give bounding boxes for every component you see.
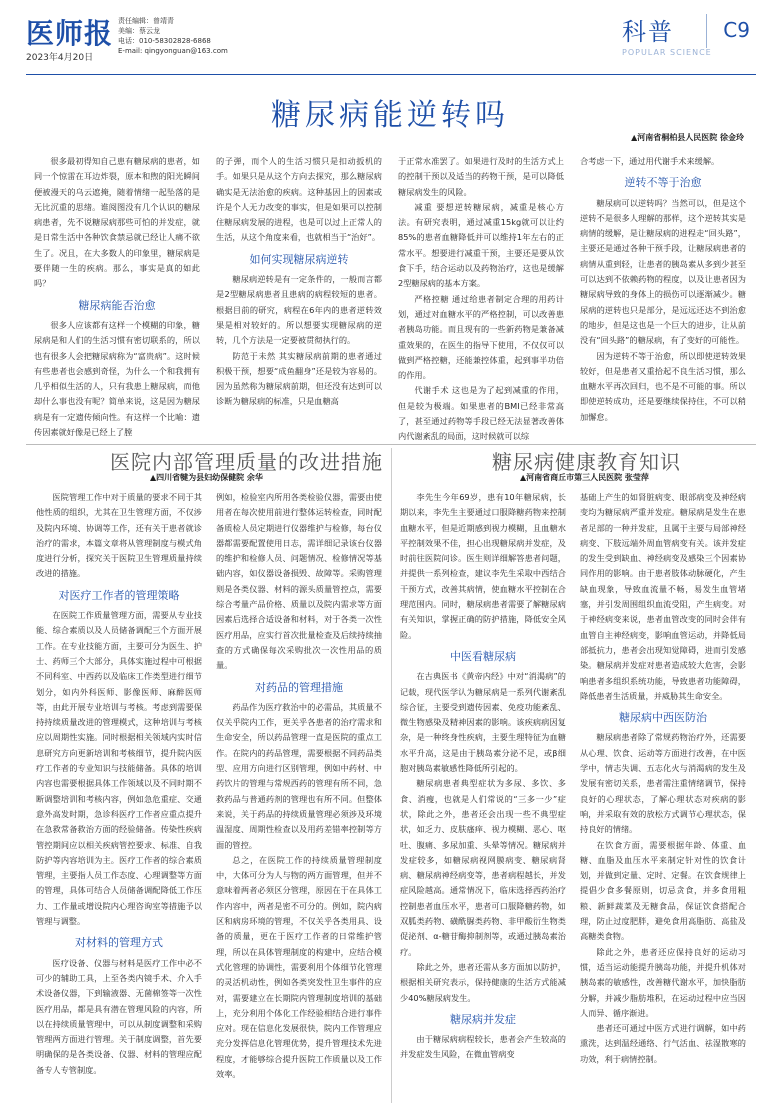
paragraph: 除此之外，患者还应保持良好的运动习惯，适当运动能提升胰岛功能，并提升机体对胰岛素的敏感性，改善糖代谢水平，加快脂肪分解，并减少脂肪堆积，在运动过程中应当因人而异、循序渐进。 — [580, 946, 746, 1018]
article2-column-2 — [216, 490, 382, 1100]
article1-byline: ▲河南省桐柏县人民医院 徐金玲 — [631, 133, 744, 142]
paragraph: 医疗设备、仪器与材料是医疗工作中必不可少的辅助工具，上至各类内镜手术、介入手术设备仪器，下到输液器、无菌棉签等一次性医疗用品，都是具有潜在管理风险的内容，所以在持续质量管理中，可以从制度调整和采购管理两方面进行管理。关于制度调整，首先要明确保的是各类设备、仪器、材料的管理应配备专人专管制度。 — [36, 957, 202, 1075]
editor-line: 责任编辑：曾靖青 — [118, 17, 174, 25]
article1-title: 糖尿病能逆转吗 — [271, 98, 509, 133]
subheading: 糖尿病中西医防治 — [619, 711, 707, 725]
paragraph: 减重 要想逆转糖尿病，减重是核心方法。有研究表明，通过减重15kg就可以让约85%的患者血糖降低并可以维持1年左右的正常水平。想要进行减重干预，主要还是要从饮食下手，结合运动以及药物治疗，这也是缓解2型糖尿病的基本方案。 — [398, 201, 564, 289]
paragraph: 的子弹，而个人的生活习惯只是扣动扳机的手。如果只是从这个方向去探究，那么糖尿病确实是无法治愈的疾病。这种基因上的因素或许是个人无力改变的事实，但是如果可以控制住糖尿病发展的进程，也是可以过上正常人的生活，从这个角度来看，也就相当于“治好”。 — [216, 156, 382, 243]
article3-title: 糖尿病健康教育知识 — [492, 450, 681, 474]
subheading: 对药品的管理措施 — [255, 680, 343, 694]
paragraph: 除此之外，患者还需从多方面加以防护，根据相关研究表示，保持健康的生活方式能减少40%糖尿病发生。 — [400, 961, 566, 1003]
designer-line: 美编：蔡云龙 — [118, 27, 160, 35]
article1-column-2 — [216, 154, 382, 452]
paragraph: 由于糖尿病病程较长，患者会产生较高的并发症发生风险，在微血管病变 — [400, 1034, 566, 1060]
subheading: 中医看糖尿病 — [450, 649, 516, 663]
article1-column-3 — [398, 154, 564, 452]
article1-column-1 — [34, 154, 200, 452]
editor-info — [118, 16, 228, 56]
issue-date: 2023年4月20日 — [26, 53, 94, 63]
page-number: C9 — [706, 14, 750, 48]
paragraph: 糖尿病逆转是有一定条件的，一般而言都是2型糖尿病患者且患病的病程较短的患者。根据目前的研究，病程在6年内的患者逆转效果是相对较好的。所以想要实现糖尿病的逆转，几个方法是一定要被贯彻执行的。 — [216, 274, 382, 346]
article2-byline: ▲四川省犍为县妇幼保健院 余华 — [150, 473, 263, 482]
paragraph: 很多人应该都有这样一个模糊的印象，糖尿病是和人们的生活习惯有密切联系的，所以也有很多人会把糖尿病称为“富贵病”。这时候有些患者也会感到奇怪，为什么一个和我拥有几乎相似生活的人，只有我患上糖尿病，而他却什么事也没有呢？简单来说，这是因为糖尿病是有一定遗传倾向性。有这样一个比喻：遗传因素就好像是已经上了膛 — [34, 319, 200, 438]
article3-byline: ▲河南省商丘市第三人民医院 张莹萍 — [520, 473, 649, 482]
paragraph: 在古典医书《黄帝内经》中对“消渴病”的记载，现代医学认为糖尿病是一系列代谢紊乱综合征，主要受到遗传因素、免疫功能紊乱、微生物感染及精神因素的影响。该疾病病因复杂，是一种终身性疾病，主要生理特征为血糖水平升高，这是由于胰岛素分泌不足，或β细胞对胰岛素敏感性降低所引起的。 — [400, 671, 566, 774]
email-line: E-mail: qingyonguan@163.com — [118, 47, 228, 55]
paragraph: 在饮食方面，需要根据年龄、体重、血糖、血脂及血压水平来制定针对性的饮食计划，并做到定量、定时、定餐。在饮食规律上提倡少食多餐原则，切忌贪食，并多食用粗粮、新鲜蔬菜及无糖食品，保证饮食搭配合理，防止过度肥胖，避免食用高脂肪、高盐及高糖类食物。 — [580, 839, 746, 942]
paragraph: 糖尿病可以逆转吗？当然可以，但是这个逆转不是很多人理解的那样，这个逆转其实是病情的缓解，是让糖尿病的进程走“回头路”，主要还是通过各种干预手段，让糖尿病患者的病情从重到轻，让患者的胰岛素从多到少甚至可以达到不依赖药物的程度，以及让患者因为糖尿病导致的身体上的损伤可以逐渐减少。糖尿病的逆转也只是部分，是远远还达不到治愈的地步，但是这也是一个巨大的进步，让从前没有“回头路”的糖尿病，有了变好的可能性。 — [580, 197, 746, 346]
article2-column-1 — [36, 490, 202, 1100]
paragraph: 糖尿病患者典型症状为多尿、多饮、多食、消瘦，也就是人们常说的“三多一少”症状，除此之外，患者还会出现一些不典型症状，如乏力、皮肤瘙痒、视力模糊、恶心、呕吐、腹痛、多尿加重、头晕等情况。糖尿病并发症较多，如糖尿病视网膜病变、糖尿病肾病、糖尿病神经病变等，患者病程越长，并发症风险越高。通常情况下，临床选择西药治疗控制患者血压水平，患者可口服降糖药物，如双胍类药物、磺酰脲类药物、非甲酸衍生物类促泌剂、α-糖苷酶抑制剂等，或通过胰岛素治疗。 — [400, 778, 566, 957]
subheading: 对材料的管理方式 — [75, 936, 163, 950]
paragraph: 医院管理工作中对于质量的要求不同于其他性质的组织，尤其在卫生管理方面，不仅涉及院内环境、协调等工作，还有关于患者就诊治疗的需求，本篇文章将从管理制度与模式角度进行分析，探究关于医院卫生管理质量持续改进的措施。 — [36, 492, 202, 579]
paragraph: 药品作为医疗救治中的必需品，其质量不仅关乎院内工作，更关乎各患者的治疗需求和生命安全，所以药品管理一直是医院的重点工作。在院内的药品管理，需要根据不同药品类型、应用方向进行区别管理，例如中药材、中药饮片的管理与常规西药的管理有所不同，急救药品与普通药剂的管理也有所不同。但整体来说，关于药品的持续质量管理必须涉及环境温湿度、周期性检查以及用药差错率控制等方面的管控。 — [216, 701, 382, 850]
article1-column-4 — [580, 154, 746, 452]
paragraph: 在医院工作质量管理方面，需要从专业技能、综合素质以及人员储备调配三个方面开展工作。在专业技能方面，主要可分为医生、护士、药师三个大部分，具体实施过程中可根据不同科室、中西药以及临床工作类型进行细节划分，如内外科医师、影像医师、麻醉医师等，由此开展专业培训与考核。考虑到需要保持持续质量改进的管理模式，这种培训与考核应以周期性实施。同时根据相关领域内实时信息研究方向更新培训和考核细节，提升院内医疗工作者的专业知识与技能储备。具体的培训内容也需要根据具体工作领域以及不同时期不断调整培训和考核内容，例如急危重症、交通意外高发时期，急诊科医疗工作者应重点提升在急救常备救治方面的经验储备。传染性疾病管控期间应以相关疾病管控要求、标准、自我防护等内容培训为主。医疗工作者的综合素质管理，主要指人员工作态度、心理调整等方面的管理，具体可结合人员储备调配降低工作压力、工作量或增设院内心理咨询室等措施予以管理与调整。 — [36, 610, 202, 927]
paragraph: 严格控糖 通过给患者制定合理的用药计划，通过对血糖水平的严格控制，可以改善患者胰岛功能。而且现有的一些新药物是兼备减重效果的，在医生的指导下使用，不仅仅可以做到严格控糖，还能兼控体重，起到事半功倍的作用。 — [398, 293, 564, 381]
section-subtitle: POPULAR SCIENCE — [622, 48, 712, 57]
paragraph: 李先生今年69岁，患有10年糖尿病，长期以来，李先生主要通过口服降糖药物来控制血糖水平，但是近期感到视力模糊，且血糖水平控制效果不佳，担心出现糖尿病并发症，及时前往医院问诊。医生则详细解答患者问题，并提供一系列检查，建议李先生采取中西结合干预方式，改善其病情，使血糖水平控制在合理范围内。同时，糖尿病患者需要了解糖尿病有关知识，掌握正确的防护措施，降低安全风险。 — [400, 492, 566, 640]
article3-column-1 — [400, 490, 566, 1100]
section-title: 科普 — [622, 18, 674, 46]
subheading: 糖尿病能否治愈 — [78, 298, 156, 312]
paragraph: 因为逆转不等于治愈，所以即使逆转效果较好，但是患者又重拾起不良生活习惯，那么血糖水平再次回归，也不是不可能的事。所以即使逆转成功，还是要继续保持住，不可以稍加懈怠。 — [580, 350, 746, 422]
paragraph: 患者还可通过中医方式进行调解，如中药熏洗，达到温经通络、行气活血、祛湿散寒的功效，利于病情控制。 — [580, 1023, 746, 1064]
column-divider — [391, 448, 392, 1103]
article2-title: 医院内部管理质量的改进措施 — [110, 450, 383, 474]
subheading: 如何实现糖尿病逆转 — [249, 252, 349, 266]
paragraph: 于正常水准罢了。如果进行及时的生活方式上的控制干预以及适当的药物干预，是可以降低糖尿病发生的风险。 — [398, 156, 564, 197]
newspaper-logo: 医师报 — [26, 17, 114, 50]
article3-column-2 — [580, 490, 746, 1100]
subheading: 逆转不等于治愈 — [624, 176, 702, 190]
section-header — [616, 10, 756, 65]
paragraph: 例如，检验室内所用各类检验仪器，需要由使用者在每次使用前进行整体运转检查，同时配备质检人员定期进行仪器维护与检修，每台仪器都需要配置使用日志，需详细记录该台仪器的维护和检修人员、问题情况、检修情况等基础内容，如仪器设备损毁、故障等。采购管理则是各类仪器、材料的源头质量管控点，需要综合考量产品价格、质量以及院内需求等方面因素后选择合适设备和材料，对于各类一次性医疗用品，应实行首次批量检查及后续持续抽查的方式确保每次采购批次一次性用品的质量。 — [216, 492, 382, 671]
masthead-rule — [26, 74, 756, 75]
paragraph: 基础上产生的如肾脏病变、眼部病变及神经病变均为糖尿病严重并发症。糖尿病是发生在患者足部的一种并发症，且属于主要与局部神经病变、下肢远端外周血管病变有关。该并发症的发生受到缺血、神经病变及感染三个因素协同作用的影响。由于患者肢体动脉硬化，产生缺血现象，导致血流量不畅，易发生血管堵塞，并引发周围组织血流受阻，产生病变。对于神经病变来说，患者血管改变的同时会伴有血管自主神经病变，影响血管运动，并降低局部抵抗力，患者会出现知觉障碍，进而引发感染。糖尿病并发症对患者造成较大危害，会影响患者多组织系统功能，导致患者功能障碍，降低患者生活质量，并威胁其生命安全。 — [580, 492, 746, 701]
paragraph: 总之，在医院工作的持续质量管理制度中，大体可分为人与物的两方面管理，但并不意味着两者必须区分管理，原因在于在具体工作内容中，两者是密不可分的。例如，院内病区和病房环境的管理，不仅关乎各类用具、设备的质量，更在于医疗工作者的日常维护管理，所以在具体管理制度的构建中，应结合模式化管理的协调性，需要利用个体细节化管理的灵活机动性，例如各类突发性卫生事件的应对，需要建立在长期院内管理制度培训的基础上，充分利用个体化工作经验相结合进行事件应对。现在信息化发展很快，院内工作管理应充分发挥信息化管理优势，提升管理技术先进程度，才能够综合提升医院工作质量以及工作效率。 — [216, 854, 382, 1079]
paragraph: 糖尿病患者除了常规药物治疗外，还需要从心理、饮食、运动等方面进行改善，在中医学中，情志失调、五志化火与消渴病的发生及发展有密切关系，患者需注重情绪调节，保持良好的心理状态，了解心理状态对疾病的影响，并采取有效的放松方式调节心理状态，保持良好的情绪。 — [580, 732, 746, 835]
phone-line: 电话：010-58302828-6868 — [118, 37, 211, 45]
paragraph: 很多最初得知自己患有糖尿病的患者，如同一个惊雷在耳边炸裂，原本和煦的阳光瞬间便被漫天的乌云遮掩，随着情绪一起坠落的是无比沉重的思绪。谁阅图没有几个认识的糖尿病患者，先不说糖尿病那些可怕的并发症，就是日常生活中各种饮食禁忌就已经让人痛不欲生了。况且，在大多数人的印象里，糖尿病是要伴随一生的疾病。那么，事实是真的如此吗？ — [34, 156, 200, 289]
masthead — [26, 10, 756, 70]
paragraph: 代谢手术 这也是为了起到减重的作用，但是较为极端。如果患者的BMI已经非常高了，甚至通过药物等手段已经无法显著改善体内代谢紊乱的局面，这时候就可以综 — [398, 385, 564, 442]
paragraph: 防范于未然 其实糖尿病前期的患者通过积极干预，想要“成鱼翻身”还是较为容易的。因为虽然称为糖尿病前期，但还没有达到可以诊断为糖尿病的标准，只是血糖高 — [216, 350, 382, 407]
subheading: 对医疗工作者的管理策略 — [58, 588, 180, 602]
article-separator — [26, 444, 756, 445]
subheading: 糖尿病并发症 — [450, 1012, 516, 1026]
paragraph: 合考虑一下，通过用代谢手术来缓解。 — [580, 156, 720, 166]
